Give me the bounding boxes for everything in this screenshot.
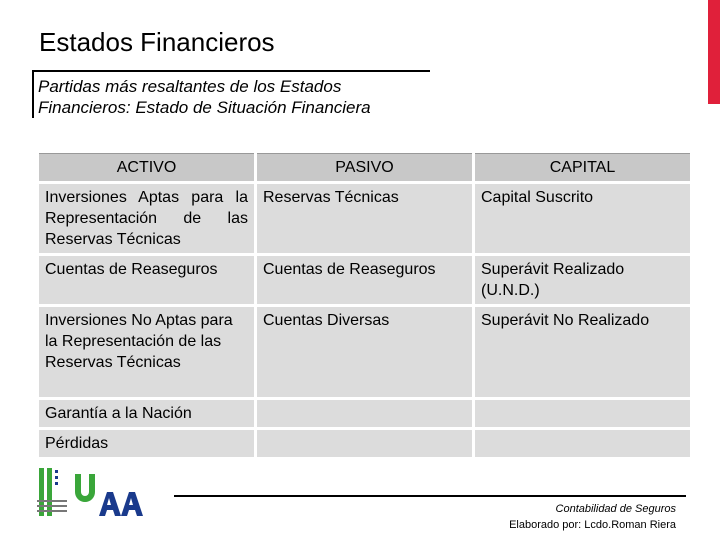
table-cell	[475, 430, 690, 457]
table-header-row	[39, 153, 690, 181]
financial-table	[36, 150, 693, 460]
table-cell: Superávit No Realizado	[475, 307, 690, 397]
footer-course: Contabilidad de Seguros	[555, 503, 676, 515]
table-cell: Cuentas de Reaseguros	[39, 256, 254, 304]
header-pasivo: PASIVO	[257, 153, 472, 181]
institution-logo	[17, 460, 147, 535]
table-cell: Cuentas de Reaseguros	[257, 256, 472, 304]
table-cell: Inversiones Aptas para la Representación de las Reservas Técnicas	[39, 184, 254, 253]
subtitle-line-2: Financieros: Estado de Situación Financiera	[38, 98, 371, 117]
table-cell: Garantía a la Nación	[39, 400, 254, 427]
table-row	[39, 307, 690, 397]
subtitle	[38, 76, 371, 118]
table-cell: Capital Suscrito	[475, 184, 690, 253]
table-row	[39, 256, 690, 304]
header-capital: CAPITAL	[475, 153, 690, 181]
page-title: Estados Financieros	[39, 27, 275, 57]
table-cell: Pérdidas	[39, 430, 254, 457]
subtitle-line-1: Partidas más resaltantes de los Estados	[38, 77, 342, 96]
table-row	[39, 430, 690, 457]
footer-author: Elaborado por: Lcdo.Roman Riera	[509, 519, 676, 531]
table-row	[39, 400, 690, 427]
table-cell: Cuentas Diversas	[257, 307, 472, 397]
table-cell: Superávit Realizado (U.N.D.)	[475, 256, 690, 304]
logo-icon	[17, 460, 147, 535]
table-cell: Reservas Técnicas	[257, 184, 472, 253]
header-activo: ACTIVO	[39, 153, 254, 181]
table-cell	[257, 430, 472, 457]
table-row	[39, 184, 690, 253]
footer-divider	[174, 495, 686, 497]
table-cell: Inversiones No Aptas para la Representación de las Reservas Técnicas	[39, 307, 254, 397]
table-cell	[257, 400, 472, 427]
accent-bar	[708, 0, 720, 104]
table-cell	[475, 400, 690, 427]
